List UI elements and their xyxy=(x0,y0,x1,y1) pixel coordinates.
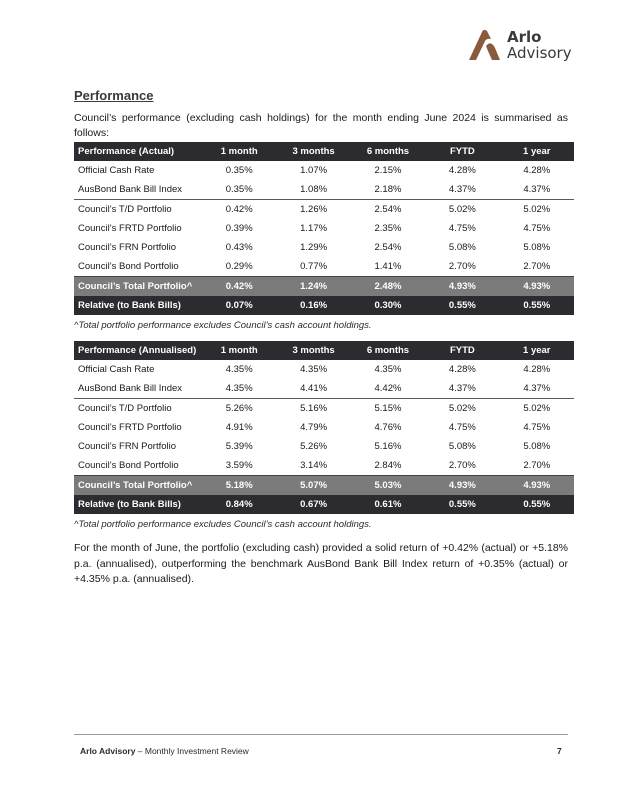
value-cell: 5.15% xyxy=(351,399,425,419)
value-cell: 5.16% xyxy=(374,441,402,452)
value-cell: 1.17% xyxy=(300,223,328,234)
value-cell: 2.54% xyxy=(374,242,402,253)
value-cell: 4.75% xyxy=(523,422,551,433)
value-cell: 4.35% xyxy=(374,364,402,375)
value-cell: 2.84% xyxy=(374,460,402,471)
table-footnote: ^Total portfolio performance excludes Council’s cash account holdings. xyxy=(74,519,372,530)
value-cell: 0.07% xyxy=(202,296,276,315)
value-cell: 4.93% xyxy=(500,476,574,496)
value-cell: 4.75% xyxy=(448,223,476,234)
row-label: Relative (to Bank Bills) xyxy=(74,495,202,514)
value-cell: 0.42% xyxy=(202,200,276,220)
value-cell: 0.30% xyxy=(351,296,425,315)
value-cell: 4.35% xyxy=(225,364,253,375)
value-cell: 0.61% xyxy=(351,495,425,514)
total-portfolio-row xyxy=(74,476,574,496)
table-row xyxy=(74,219,574,238)
table-row xyxy=(74,437,574,456)
value-cell: 4.28% xyxy=(448,165,476,176)
row-label: Relative (to Bank Bills) xyxy=(74,296,202,315)
value-cell: 0.84% xyxy=(202,495,276,514)
value-cell: 4.35% xyxy=(225,383,253,394)
header-cell: 1 year xyxy=(500,142,574,161)
table-row xyxy=(74,399,574,419)
value-cell: 0.35% xyxy=(225,184,253,195)
row-label: Council’s Bond Portfolio xyxy=(78,460,179,471)
table-footnote: ^Total portfolio performance excludes Council’s cash account holdings. xyxy=(74,320,372,331)
footer-title: – Monthly Investment Review xyxy=(135,746,249,756)
page-number: 7 xyxy=(557,746,562,756)
value-cell: 4.75% xyxy=(523,223,551,234)
value-cell: 1.41% xyxy=(374,261,402,272)
value-cell: 0.35% xyxy=(225,165,253,176)
value-cell: 0.55% xyxy=(425,296,499,315)
value-cell: 2.70% xyxy=(448,460,476,471)
row-label: Council’s FRTD Portfolio xyxy=(78,422,182,433)
value-cell: 1.07% xyxy=(300,165,328,176)
value-cell: 3.14% xyxy=(300,460,328,471)
intro-paragraph: Council’s performance (excluding cash holdings) for the month ending June 2024 is summarised as follows: xyxy=(74,112,568,139)
row-label: Council’s FRN Portfolio xyxy=(78,441,177,452)
value-cell: 2.48% xyxy=(351,277,425,297)
value-cell: 0.77% xyxy=(300,261,328,272)
total-portfolio-row xyxy=(74,277,574,297)
row-label: Council’s FRTD Portfolio xyxy=(78,223,182,234)
value-cell: 1.08% xyxy=(300,184,328,195)
value-cell: 2.70% xyxy=(523,261,551,272)
value-cell: 5.07% xyxy=(276,476,350,496)
header-cell: Performance (Annualised) xyxy=(74,341,202,360)
value-cell: 2.15% xyxy=(374,165,402,176)
value-cell: 0.67% xyxy=(276,495,350,514)
table-row xyxy=(74,456,574,476)
performance-actual-table xyxy=(74,142,574,315)
table-body xyxy=(74,360,574,514)
table-row xyxy=(74,257,574,277)
brand-name-line1: Arlo xyxy=(507,28,542,46)
brand-name-line2: Advisory xyxy=(507,44,572,62)
value-cell: 4.76% xyxy=(374,422,402,433)
table-row xyxy=(74,200,574,220)
footer-divider xyxy=(74,734,568,735)
row-label: AusBond Bank Bill Index xyxy=(78,383,183,394)
value-cell: 0.16% xyxy=(276,296,350,315)
table-header-row xyxy=(74,142,574,161)
table-header-row xyxy=(74,341,574,360)
value-cell: 1.24% xyxy=(276,277,350,297)
value-cell: 0.43% xyxy=(225,242,253,253)
value-cell: 4.37% xyxy=(523,184,551,195)
value-cell: 5.02% xyxy=(500,200,574,220)
value-cell: 4.37% xyxy=(523,383,551,394)
value-cell: 5.08% xyxy=(523,242,551,253)
value-cell: 5.02% xyxy=(500,399,574,419)
table-row xyxy=(74,180,574,200)
value-cell: 4.93% xyxy=(425,277,499,297)
row-label: AusBond Bank Bill Index xyxy=(78,184,183,195)
value-cell: 5.02% xyxy=(425,200,499,220)
arlo-logo-icon xyxy=(467,28,503,62)
header-cell: 1 month xyxy=(202,142,276,161)
value-cell: 0.39% xyxy=(225,223,253,234)
value-cell: 4.93% xyxy=(425,476,499,496)
value-cell: 5.03% xyxy=(351,476,425,496)
row-label: Council’s Total Portfolio^ xyxy=(74,476,202,496)
value-cell: 0.55% xyxy=(425,495,499,514)
value-cell: 5.39% xyxy=(225,441,253,452)
table-row xyxy=(74,379,574,399)
value-cell: 3.59% xyxy=(225,460,253,471)
value-cell: 1.26% xyxy=(276,200,350,220)
row-label: Council’s FRN Portfolio xyxy=(78,242,177,253)
header-cell: FYTD xyxy=(425,142,499,161)
value-cell: 5.08% xyxy=(448,242,476,253)
header-cell: 1 month xyxy=(202,341,276,360)
header-cell: Performance (Actual) xyxy=(74,142,202,161)
footer-text xyxy=(80,746,249,756)
table-body xyxy=(74,161,574,315)
header-cell: FYTD xyxy=(425,341,499,360)
value-cell: 5.08% xyxy=(523,441,551,452)
row-label: Council’s T/D Portfolio xyxy=(74,399,202,419)
value-cell: 2.35% xyxy=(374,223,402,234)
row-label: Council’s T/D Portfolio xyxy=(74,200,202,220)
row-label: Council’s Bond Portfolio xyxy=(78,261,179,272)
performance-annualised-table xyxy=(74,341,574,514)
relative-row xyxy=(74,495,574,514)
table-row xyxy=(74,360,574,379)
value-cell: 2.54% xyxy=(351,200,425,220)
table-row xyxy=(74,418,574,437)
row-label: Official Cash Rate xyxy=(78,364,155,375)
value-cell: 4.42% xyxy=(374,383,402,394)
table-row xyxy=(74,238,574,257)
header-cell: 3 months xyxy=(276,341,350,360)
header-cell: 1 year xyxy=(500,341,574,360)
value-cell: 0.55% xyxy=(500,296,574,315)
closing-paragraph: For the month of June, the portfolio (excluding cash) provided a solid return of +0.42% (actual) or +5.18% p.a. (annualised), outperforming the benchmark AusBond Bank Bill Index return of +0.35% (actual) or +4.35% p.a. (annualised). xyxy=(74,542,568,585)
value-cell: 2.70% xyxy=(448,261,476,272)
value-cell: 4.37% xyxy=(448,383,476,394)
value-cell: 4.37% xyxy=(448,184,476,195)
header-cell: 6 months xyxy=(351,341,425,360)
value-cell: 5.08% xyxy=(448,441,476,452)
value-cell: 0.55% xyxy=(500,495,574,514)
table-row xyxy=(74,161,574,180)
footer-brand: Arlo Advisory xyxy=(80,746,136,756)
value-cell: 2.18% xyxy=(374,184,402,195)
value-cell: 4.79% xyxy=(300,422,328,433)
relative-row xyxy=(74,296,574,315)
section-title: Performance xyxy=(74,88,154,103)
header-cell: 6 months xyxy=(351,142,425,161)
value-cell: 4.28% xyxy=(523,165,551,176)
value-cell: 5.18% xyxy=(202,476,276,496)
value-cell: 5.16% xyxy=(276,399,350,419)
row-label: Council’s Total Portfolio^ xyxy=(74,277,202,297)
value-cell: 0.29% xyxy=(225,261,253,272)
value-cell: 4.93% xyxy=(500,277,574,297)
value-cell: 4.75% xyxy=(448,422,476,433)
header-cell: 3 months xyxy=(276,142,350,161)
value-cell: 4.91% xyxy=(225,422,253,433)
value-cell: 4.28% xyxy=(523,364,551,375)
value-cell: 2.70% xyxy=(523,460,551,471)
row-label: Official Cash Rate xyxy=(78,165,155,176)
value-cell: 4.41% xyxy=(300,383,328,394)
value-cell: 0.42% xyxy=(202,277,276,297)
value-cell: 5.26% xyxy=(202,399,276,419)
brand-logo xyxy=(467,28,577,64)
value-cell: 1.29% xyxy=(300,242,328,253)
value-cell: 4.28% xyxy=(448,364,476,375)
value-cell: 5.02% xyxy=(425,399,499,419)
value-cell: 4.35% xyxy=(300,364,328,375)
value-cell: 5.26% xyxy=(300,441,328,452)
